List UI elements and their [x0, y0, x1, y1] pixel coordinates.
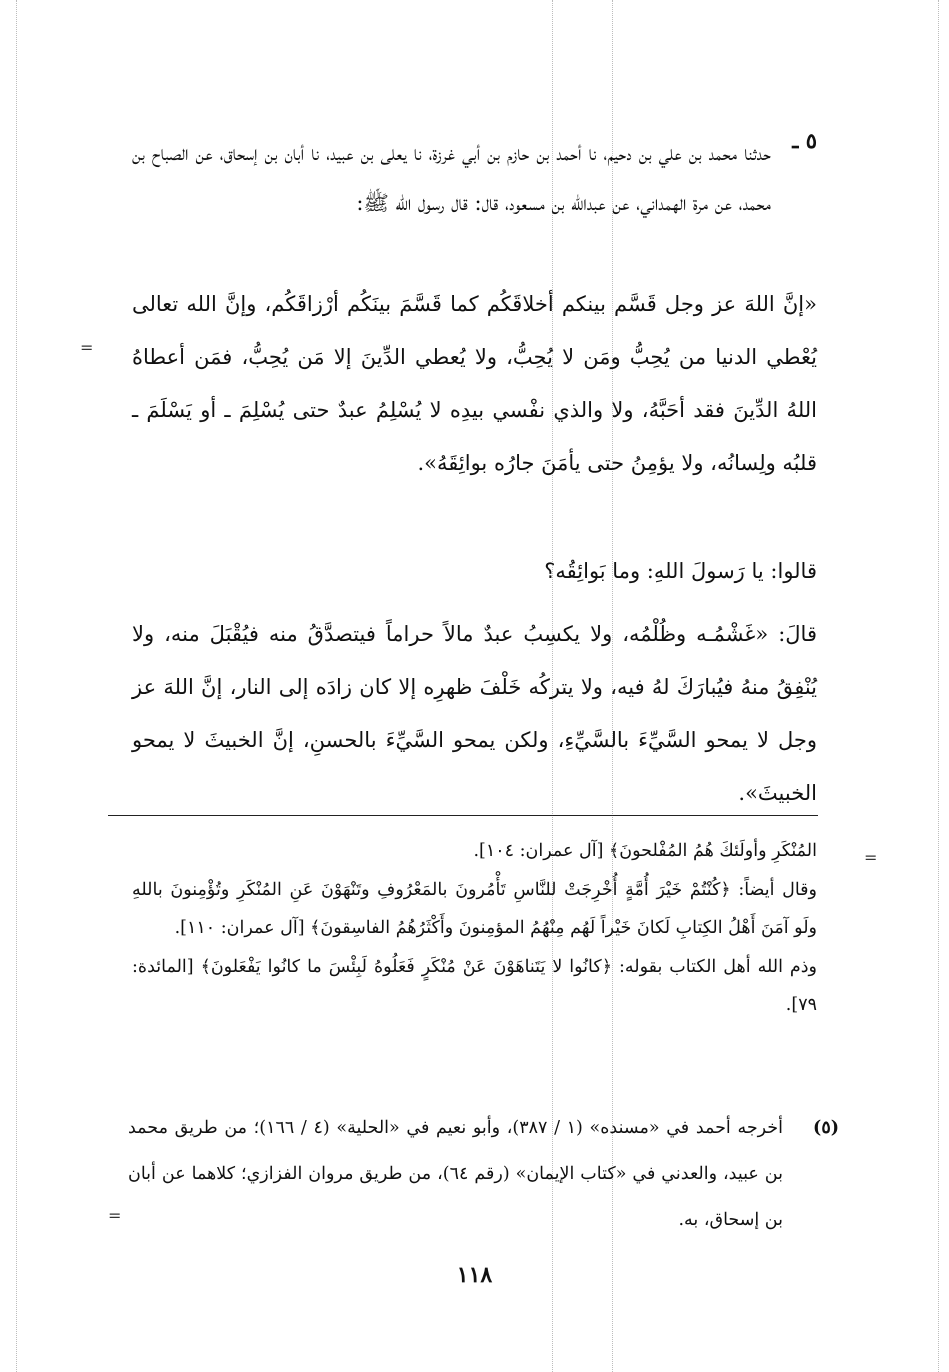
- footnote-paragraph: المُنْكَرِ وأولَئكَ هُمُ المُفْلحونَ﴾ [آل عمران: ١٠٤].: [473, 841, 817, 861]
- footnote-number: (٥): [813, 1118, 839, 1138]
- footnote-divider: [108, 815, 818, 816]
- footnote-paragraph: وذم الله أهل الكتاب بقوله: ﴿كانُوا لا يَتَناهَوْنَ عَنْ مُنْكَرٍ فَعَلُوهُ لَبِئْسَ ما كانُوا يَفْعَلونَ﴾ [المائدة: ٧٩].: [132, 956, 817, 1015]
- footnote-text: أخرجه أحمد في «مسنده» (١ / ٣٨٧)، وأبو نعيم في «الحلية» (٤ / ١٦٦)؛ من طريق محمد بن عبيد، والعدني في «كتاب الإيمان» (رقم ٦٤)، من طريق مروان الفزازي؛ كلاهما عن أبان بن إسحاق، به.: [128, 1118, 783, 1230]
- hadith-number: ٥ ـ: [792, 128, 817, 153]
- hadith-isnad: حدثنا محمد بن علي بن دحيم، نا أحمد بن حازم بن أبي غرزة، نا يعلى بن عبيد، نا أبان بن إسحاق، عن الصباح بن محمد، عن مرة الهمداني، عن عبدالله بن مسعود، قال: قال رسول الله ﷺ:: [132, 141, 771, 215]
- hadith-matn: «إنَّ اللهَ عز وجل قَسَّم بينكم أخلاقَكُم كما قَسَّمَ بينَكُم أرْزاقَكُم، وإنَّ الله تعالى يُعْطي الدنيا من يُحِبُّ ومَن لا يُحِبُّ، ولا يُعطي الدِّينَ إلا مَن يُحِبُّ، فمَن أعطاهُ اللهُ الدِّينَ فقد أحَبَّهُ، ولا والذي نفْسي بيدِه لا يُسْلِمُ عبدٌ حتى يُسْلِمَ ـ أو يَسْلَمَ ـ قلبُه ولِسانُه، ولا يؤمِنُ حتى يأمَنَ جارُه بوائِقَهُ».: [132, 292, 817, 475]
- hadith-answer: قالَ: «غَشْمُـه وظُلْمُه، ولا يكسِبُ عبدٌ مالاً حراماً فيتصدَّقُ منه فيُقْبَلَ منه، ولا يُنْفِقُ منهُ فيُبارَكَ لهُ فيه، ولا يتركُه خَلْفَ ظهرِه إلا كان زادَه إلى النار، إنَّ اللهَ عز وجل لا يمحو السَّيِّءَ بالسَّيِّءِ، ولكن يمحو السَّيِّءَ بالحسنِ، إنَّ الخبيثَ لا يمحو الخبيثَ».: [132, 622, 817, 805]
- margin-mark: =: [108, 1206, 122, 1225]
- margin-mark: =: [864, 848, 878, 867]
- hadith-question: قالوا: يا رَسولَ اللهِ: وما بَوائِقُه؟: [544, 559, 817, 583]
- footnote-paragraph: وقال أيضاً: ﴿كُنْتُمْ خَيْرَ أُمَّةٍ أُخْرِجَتْ للنَّاسِ تَأْمُرونَ بالمَعْرُوفِ وتَنْهَوْنَ عَنِ المُنْكَرِ وتُؤْمِنونَ باللهِ ولَو آمَنَ أَهْلُ الكِتابِ لَكانَ خَيْراً لَهُم مِنْهُمُ المؤمِنونَ وأَكْثَرُهُمُ الفاسِقونَ﴾ [آل عمران: ١١٠].: [132, 879, 817, 938]
- continued-footnote: [132, 832, 817, 1025]
- margin-mark: =: [80, 338, 94, 357]
- page-number: ١١٨: [456, 1262, 493, 1288]
